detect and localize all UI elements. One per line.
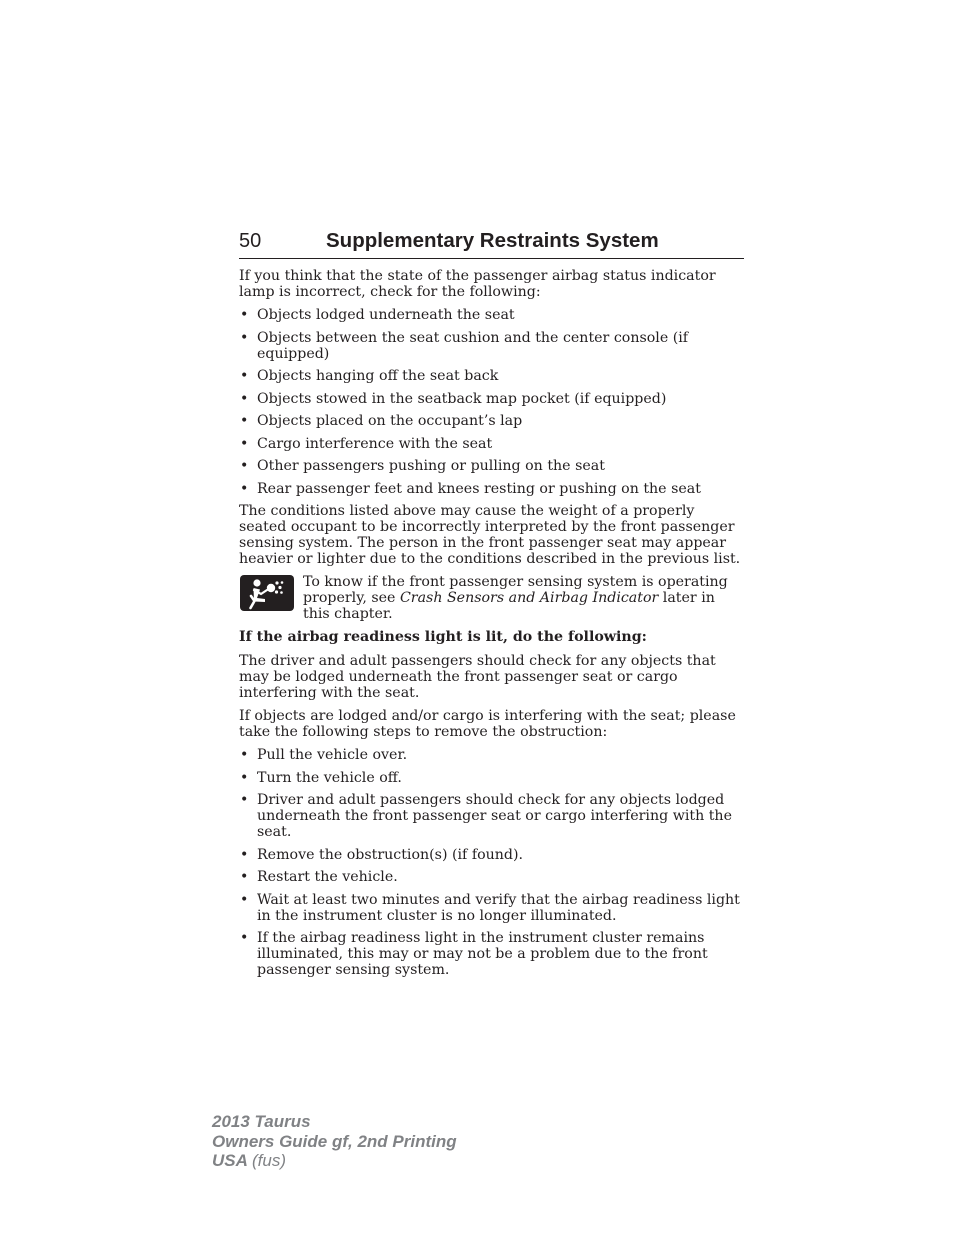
note-text-after: later in this chapter. [303,590,715,622]
bullet: • [240,769,249,786]
list-item-text: Objects hanging off the seat back [257,368,499,384]
page-content [239,268,744,985]
page-footer [212,1112,457,1171]
list-item [239,413,744,429]
list-item-text: Other passengers pushing or pulling on the seat [257,458,605,474]
section-title: Supplementary Restraints System [326,229,659,252]
bullet: • [240,480,249,497]
footer-guide: Owners Guide gf, 2nd Printing [212,1131,457,1151]
list-item-text: Objects placed on the occupant’s lap [257,413,523,429]
list-item-text: Turn the vehicle off. [257,769,402,786]
note-cross-reference: Crash Sensors and Airbag Indicator [399,590,659,606]
bullet: • [240,413,249,429]
list-item [239,869,744,885]
list-item-text: Objects lodged underneath the seat [257,307,515,323]
readiness-paragraph-1: The driver and adult passengers should check for any objects that may be lodged underneath the front passenger seat or cargo interfering with the seat. [239,653,716,701]
list-item-text: Driver and adult passengers should check for any objects lodged underneath the front passenger seat or cargo interfering with the seat. [257,792,732,840]
list-item [239,481,744,497]
list-item-text: If the airbag readiness light in the instrument cluster remains illuminated, this may or may not be a problem due to the front passenger sensing system. [257,930,708,978]
list-item-text: Cargo interference with the seat [257,435,493,452]
footer-model: 2013 Taurus [212,1112,311,1131]
list-item-text: Remove the obstruction(s) (if found). [257,846,524,863]
list-item-text: Rear passenger feet and knees resting or pushing on the seat [257,480,701,497]
list-item [239,391,744,407]
footer-region-code: (fus) [252,1151,286,1170]
bullet: • [240,435,249,452]
note-block [239,574,744,622]
airbag-icon [240,575,294,611]
list-item [239,770,744,786]
readiness-paragraph-2: If objects are lodged and/or cargo is interfering with the seat; please take the following steps to remove the obstruction: [239,708,736,740]
footer-region-main: USA [212,1151,248,1170]
list-item [239,747,744,763]
list-item-text: Restart the vehicle. [257,869,398,885]
page-number: 50 [239,230,262,252]
bullet: • [240,930,249,946]
bullet: • [240,869,249,885]
bullet: • [240,458,249,474]
footer-region [212,1151,457,1171]
readiness-heading: If the airbag readiness light is lit, do the following: [239,629,647,645]
bullet: • [240,368,249,384]
bullet: • [240,891,249,908]
bullet: • [240,792,249,808]
list-item [239,847,744,863]
bullet: • [240,390,249,407]
bullet: • [240,846,249,863]
check-list [239,307,744,497]
bullet: • [240,307,249,323]
list-item [239,930,744,978]
list-item [239,792,744,840]
list-item [239,368,744,384]
bullet: • [240,747,249,763]
list-item-text: Objects stowed in the seatback map pocket (if equipped) [257,390,667,407]
list-item-text: Objects between the seat cushion and the center console (if equipped) [257,329,689,362]
list-item [239,436,744,452]
note-text-before: To know if the front passenger sensing system is operating properly, see [303,574,728,606]
list-item-text: Pull the vehicle over. [257,747,408,763]
page-header [239,228,744,259]
bullet: • [240,329,249,346]
list-item [239,307,744,323]
steps-list [239,747,744,978]
intro-paragraph: If you think that the state of the passenger airbag status indicator lamp is incorrect, check for the following: [239,268,716,300]
list-item [239,892,744,924]
conditions-paragraph: The conditions listed above may cause the weight of a properly seated occupant to be incorrectly interpreted by the front passenger sensing system. The person in the front passenger seat may appear heavier or lighter due to the conditions described in the previous list. [239,503,741,567]
list-item [239,330,744,362]
list-item [239,458,744,474]
list-item-text: Wait at least two minutes and verify that the airbag readiness light in the instrument cluster is no longer illuminated. [257,891,740,924]
